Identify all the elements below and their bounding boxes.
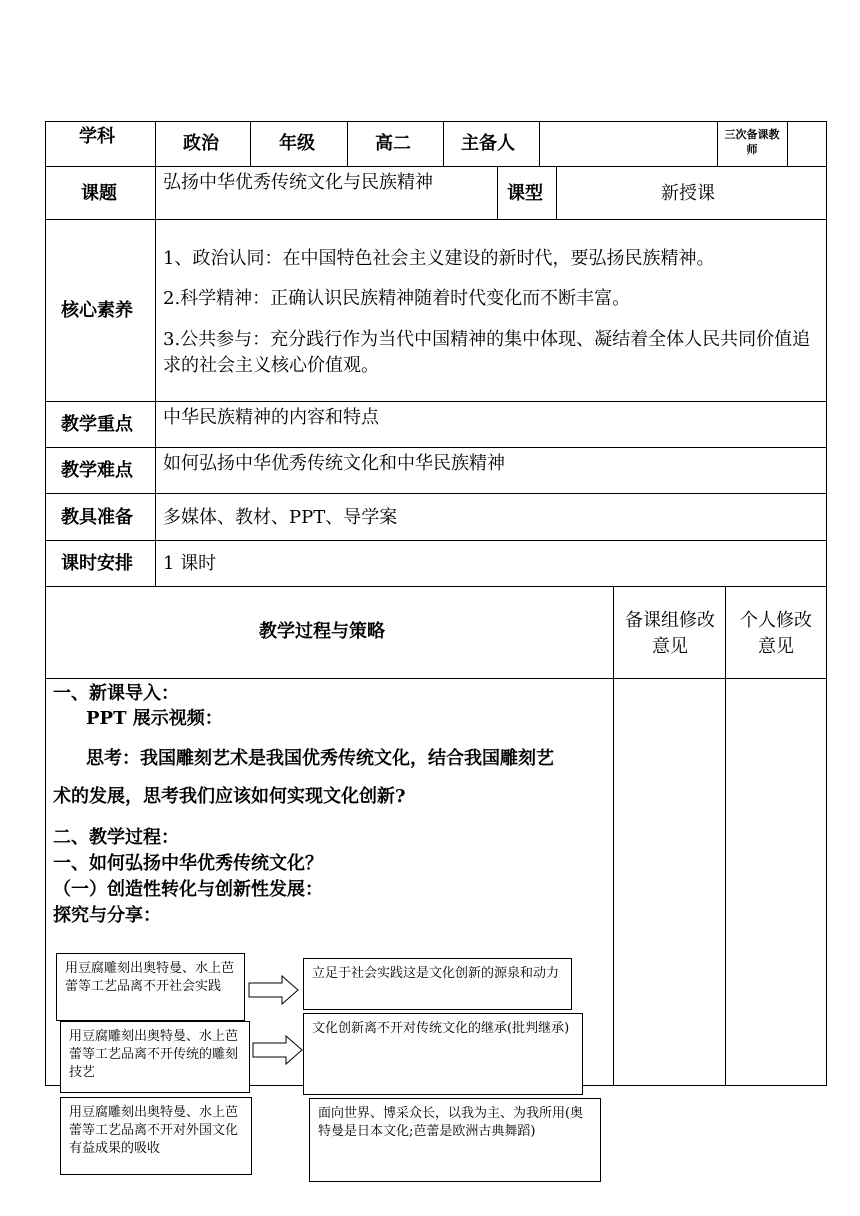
grid-line [45,401,827,402]
grid-line [45,540,827,541]
ppt-video: PPT 展示视频： [86,708,223,729]
tools-label: 教具准备 [61,507,133,528]
grid-line [155,219,156,587]
grid-line [45,586,827,587]
schedule-value: 1 课时 [163,553,217,574]
type-value: 新授课 [661,183,715,204]
subject-value: 政治 [183,133,219,154]
group-comments-header: 备课组修改意见 [625,610,715,657]
grid-line [155,121,156,167]
grid-line [45,493,827,494]
diagram-left-box-3: 用豆腐雕刻出奥特曼、水上芭蕾等工艺品离不开对外国文化有益成果的吸收 [60,1097,252,1175]
preparer-label: 主备人 [461,133,515,154]
arrow-right-icon [248,974,300,1006]
grid-line [155,166,156,220]
core-label: 核心素养 [61,300,133,321]
third-prep-label: 三次备课教师 [724,128,780,156]
core-item-3: 3.公共参与：充分践行作为当代中国精神的集中体现、凝结着全体人民共同价值追求的社会主义核心价值观。 [163,329,811,376]
grid-line [497,166,498,220]
grid-line [613,586,614,1086]
grid-line [443,121,444,167]
diagram-left-box-1: 用豆腐雕刻出奥特曼、水上芭蕾等工艺品离不开社会实践 [56,953,245,1021]
diagram-left-box-2: 用豆腐雕刻出奥特曼、水上芭蕾等工艺品离不开传统的雕刻技艺 [60,1021,250,1093]
type-label: 课型 [507,183,543,204]
difficulty-label: 教学难点 [61,460,133,481]
grid-line [45,166,827,167]
grid-line [45,121,827,122]
question-heading: 一、如何弘扬中华优秀传统文化？ [53,853,323,874]
difficulty-value: 如何弘扬中华优秀传统文化和中华民族精神 [163,453,505,474]
core-item-1: 1、政治认同：在中国特色社会主义建设的新时代，要弘扬民族精神。 [163,248,715,269]
subject-label: 学科 [79,126,115,147]
grid-line [45,678,827,679]
grid-line [826,121,827,1086]
grid-line [347,121,348,167]
topic-label: 课题 [81,183,117,204]
process-title: 教学过程与策略 [259,621,385,642]
grid-line [45,447,827,448]
think-question-line1: 思考：我国雕刻艺术是我国优秀传统文化，结合我国雕刻艺 [86,748,554,769]
focus-value: 中华民族精神的内容和特点 [163,407,379,428]
diagram-right-box-2: 文化创新离不开对传统文化的继承(批判继承) [303,1013,583,1095]
tools-value: 多媒体、教材、PPT、导学案 [163,507,398,528]
section-intro: 一、新课导入： [53,683,179,704]
subheading-transform: （一）创造性转化与创新性发展： [53,879,323,900]
grid-line [250,121,251,167]
grade-label: 年级 [279,133,315,154]
arrow-right-icon [252,1034,304,1066]
personal-comments-header: 个人修改意见 [740,610,812,657]
schedule-label: 课时安排 [61,553,133,574]
diagram-right-box-1: 立足于社会实践这是文化创新的源泉和动力 [303,958,572,1010]
topic-value: 弘扬中华优秀传统文化与民族精神 [163,172,433,193]
grid-line [539,121,540,167]
explore-share: 探究与分享： [53,905,161,926]
section-process: 二、教学过程： [53,827,179,848]
grid-line [45,121,46,1086]
grid-line [45,219,827,220]
diagram-right-box-3: 面向世界、博采众长，以我为主、为我所用(奥特曼是日本文化;芭蕾是欧洲古典舞蹈) [309,1098,601,1182]
think-question-line2: 术的发展，思考我们应该如何实现文化创新? [53,786,406,807]
grid-line [556,166,557,220]
focus-label: 教学重点 [61,414,133,435]
grid-line [717,121,718,167]
core-item-2: 2.科学精神：正确认识民族精神随着时代变化而不断丰富。 [163,288,631,309]
grade-value: 高二 [375,133,411,154]
grid-line [787,121,788,167]
grid-line [725,586,726,1086]
